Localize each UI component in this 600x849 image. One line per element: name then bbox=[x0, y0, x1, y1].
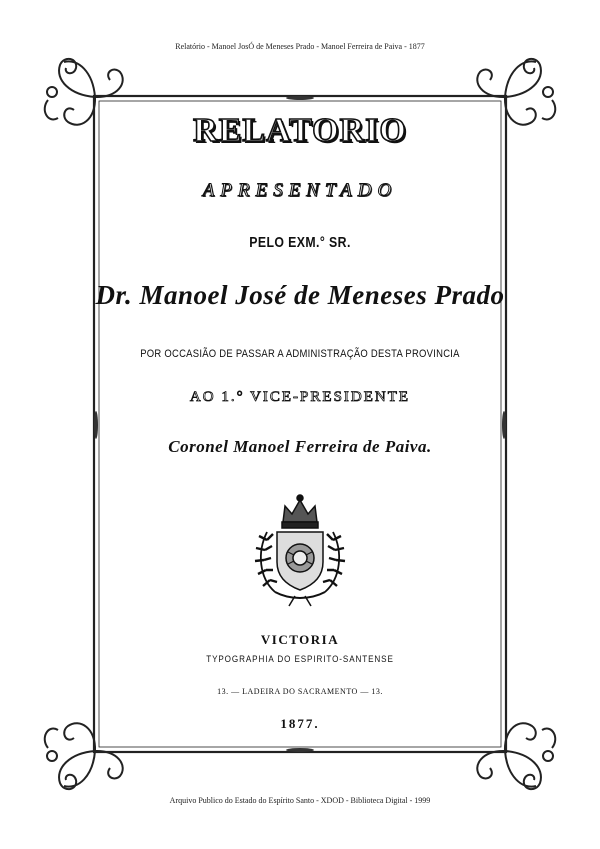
recipient-role: AO 1.° VICE-PRESIDENTE bbox=[189, 389, 411, 405]
imprint-printer: TYPOGRAPHIA DO ESPIRITO-SANTENSE bbox=[206, 654, 394, 664]
imperial-coat-of-arms-icon bbox=[245, 492, 355, 612]
imprint-year: 1877. bbox=[280, 716, 320, 731]
recipient-name: Coronel Manoel Ferreira de Paiva. bbox=[168, 437, 432, 456]
author-name: Dr. Manoel José de Meneses Prado bbox=[95, 280, 505, 310]
subtitle-presented: APRESENTADO bbox=[202, 180, 398, 201]
subtitle-by: PELO EXM.° SR. bbox=[249, 234, 351, 251]
page-footer: Arquivo Publico do Estado do Espírito Santo - XDOD - Biblioteca Digital - 1999 bbox=[169, 796, 431, 805]
page-header: Relatório - Manoel JosÓ de Meneses Prado - Manoel Ferreira de Paiva - 1877 bbox=[175, 42, 425, 51]
corner-flourish-icon bbox=[45, 59, 556, 789]
occasion-line: POR OCCASIÃO DE PASSAR A ADMINISTRAÇÃO DESTA PROVINCIA bbox=[140, 348, 460, 360]
document-title: RELATORIO bbox=[193, 112, 407, 149]
imprint-address: 13. — LADEIRA DO SACRAMENTO — 13. bbox=[217, 687, 383, 696]
imprint-city: VICTORIA bbox=[260, 632, 340, 647]
